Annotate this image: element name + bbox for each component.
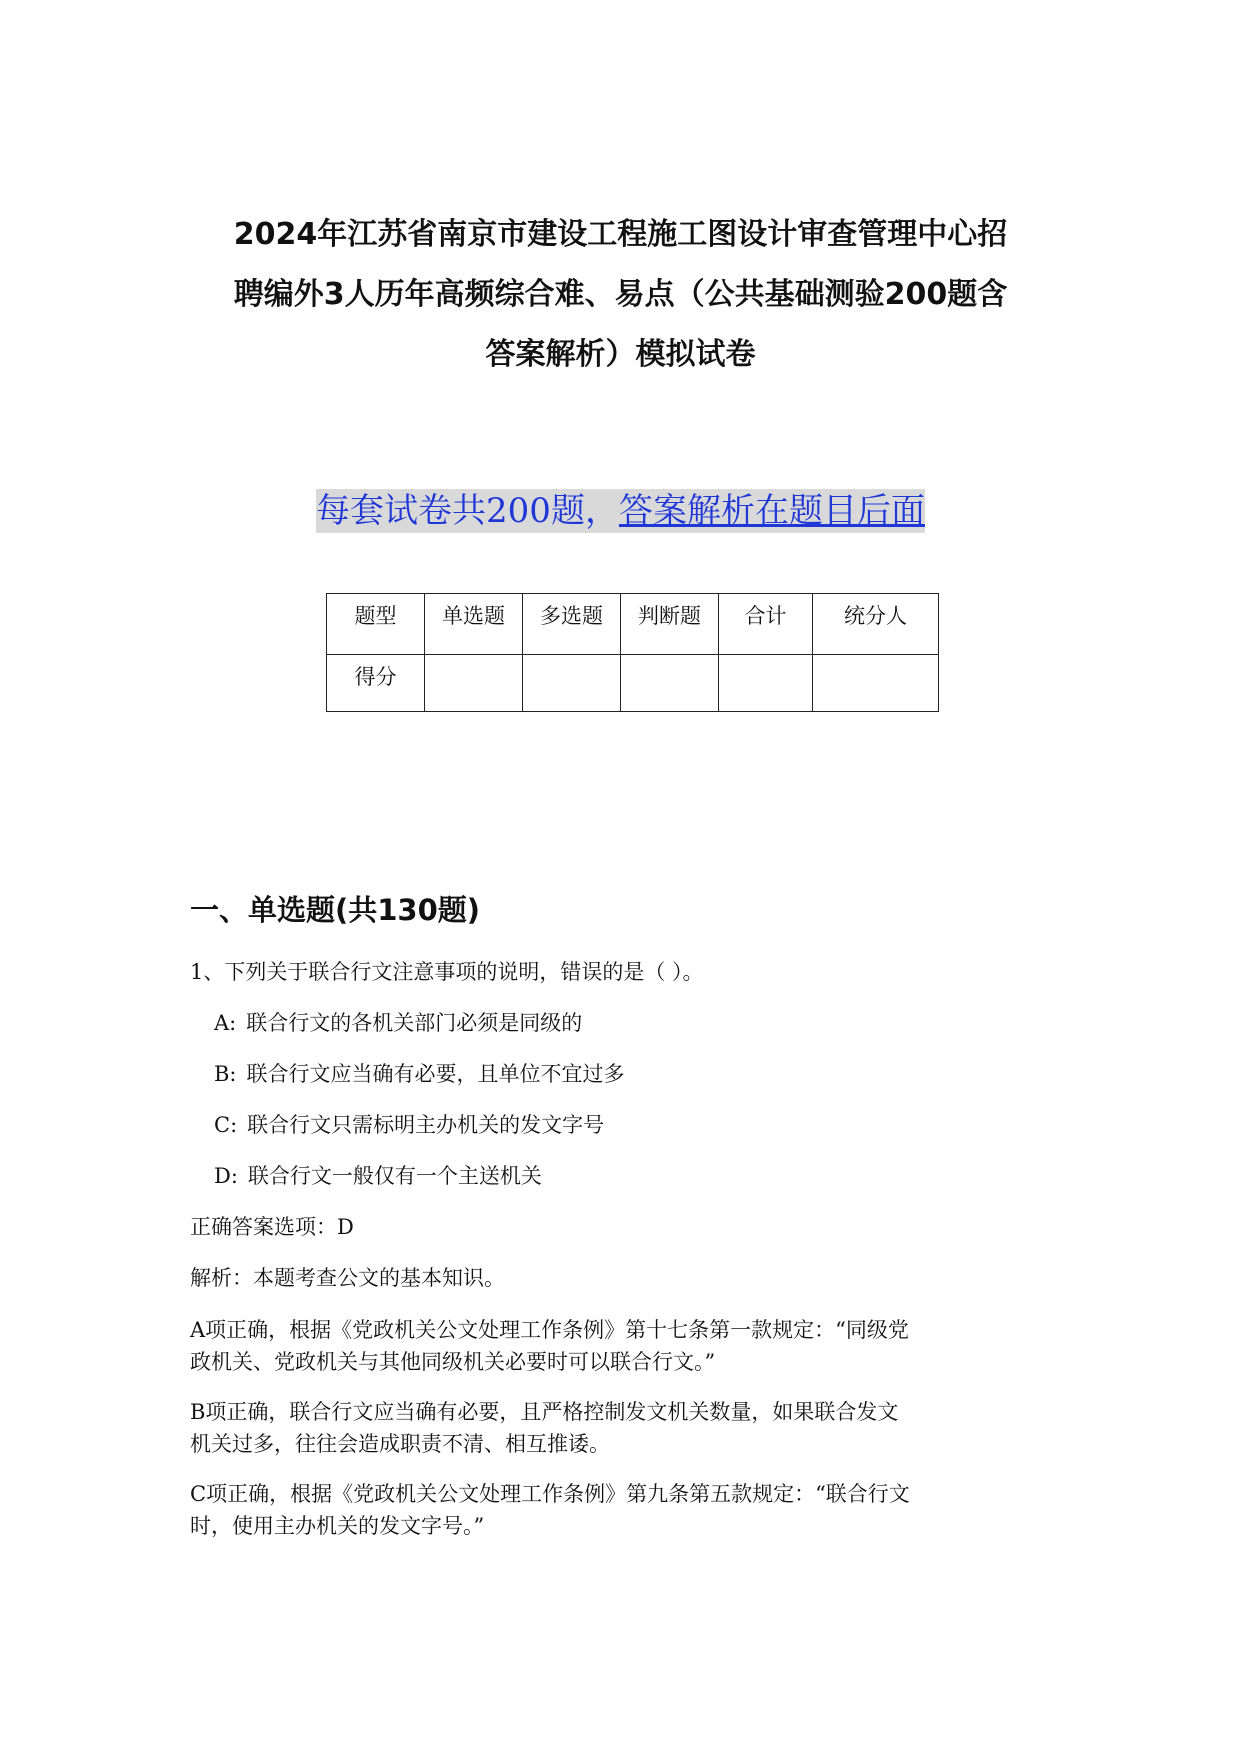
- option-text: 联合行文应当确有必要，且单位不宜过多: [246, 1062, 625, 1086]
- option-c: [214, 1110, 604, 1140]
- option-d: [214, 1161, 542, 1191]
- title-line-1: 2024年江苏省南京市建设工程施工图设计审查管理中心招: [233, 217, 1008, 252]
- header-cell-multi: 多选题: [523, 594, 621, 655]
- row-label-score: 得分: [327, 655, 425, 712]
- correct-answer: 正确答案选项：D: [190, 1215, 354, 1239]
- explanation-a: [190, 1314, 1050, 1378]
- explanation-line: 政机关、党政机关与其他同级机关必要时可以联合行文。”: [190, 1350, 716, 1374]
- explanation-line: 时，使用主办机关的发文字号。”: [190, 1514, 485, 1538]
- header-cell-single: 单选题: [425, 594, 523, 655]
- score-cell[interactable]: [813, 655, 939, 712]
- score-table-header-row: [327, 594, 939, 655]
- option-key: B:: [214, 1062, 237, 1086]
- option-text: 联合行文的各机关部门必须是同级的: [246, 1011, 583, 1035]
- score-cell[interactable]: [425, 655, 523, 712]
- explanation-b: [190, 1396, 1050, 1460]
- explanation-line: 机关过多，往往会造成职责不清、相互推诿。: [190, 1432, 610, 1456]
- score-cell[interactable]: [523, 655, 621, 712]
- score-table: [326, 593, 939, 712]
- title-line-2: 聘编外3人历年高频综合难、易点（公共基础测验200题含: [233, 277, 1008, 312]
- subtitle: [0, 488, 1241, 534]
- option-b: [214, 1059, 625, 1089]
- score-cell[interactable]: [621, 655, 719, 712]
- option-text: 联合行文一般仅有一个主送机关: [247, 1164, 542, 1188]
- analysis-intro: 解析：本题考查公文的基本知识。: [190, 1266, 505, 1290]
- explanation-line: A项正确，根据《党政机关公文处理工作条例》第十七条第一款规定：“同级党: [190, 1318, 909, 1342]
- option-key: A:: [214, 1011, 237, 1035]
- score-table-score-row: [327, 655, 939, 712]
- title-line-3: 答案解析）模拟试卷: [485, 337, 756, 372]
- subtitle-text: 每套试卷共200题，: [316, 491, 619, 531]
- question-stem: 1、下列关于联合行文注意事项的说明，错误的是（ ）。: [190, 960, 704, 984]
- section-heading: 一、单选题(共130题): [190, 893, 481, 927]
- explanation-line: C项正确，根据《党政机关公文处理工作条例》第九条第五款规定：“联合行文: [190, 1482, 910, 1506]
- explanation-line: B项正确，联合行文应当确有必要，且严格控制发文机关数量，如果联合发文: [190, 1400, 899, 1424]
- score-cell[interactable]: [719, 655, 813, 712]
- header-cell-type: 题型: [327, 594, 425, 655]
- header-cell-judge: 判断题: [621, 594, 719, 655]
- answer-link[interactable]: 答案解析在题目后面: [618, 491, 925, 531]
- explanation-c: [190, 1478, 1050, 1542]
- option-text: 联合行文只需标明主办机关的发文字号: [247, 1113, 605, 1137]
- option-a: [214, 1008, 582, 1038]
- document-title: [150, 205, 1091, 385]
- header-cell-total: 合计: [719, 594, 813, 655]
- option-key: D:: [214, 1164, 238, 1188]
- option-key: C:: [214, 1113, 238, 1137]
- header-cell-scorer: 统分人: [813, 594, 939, 655]
